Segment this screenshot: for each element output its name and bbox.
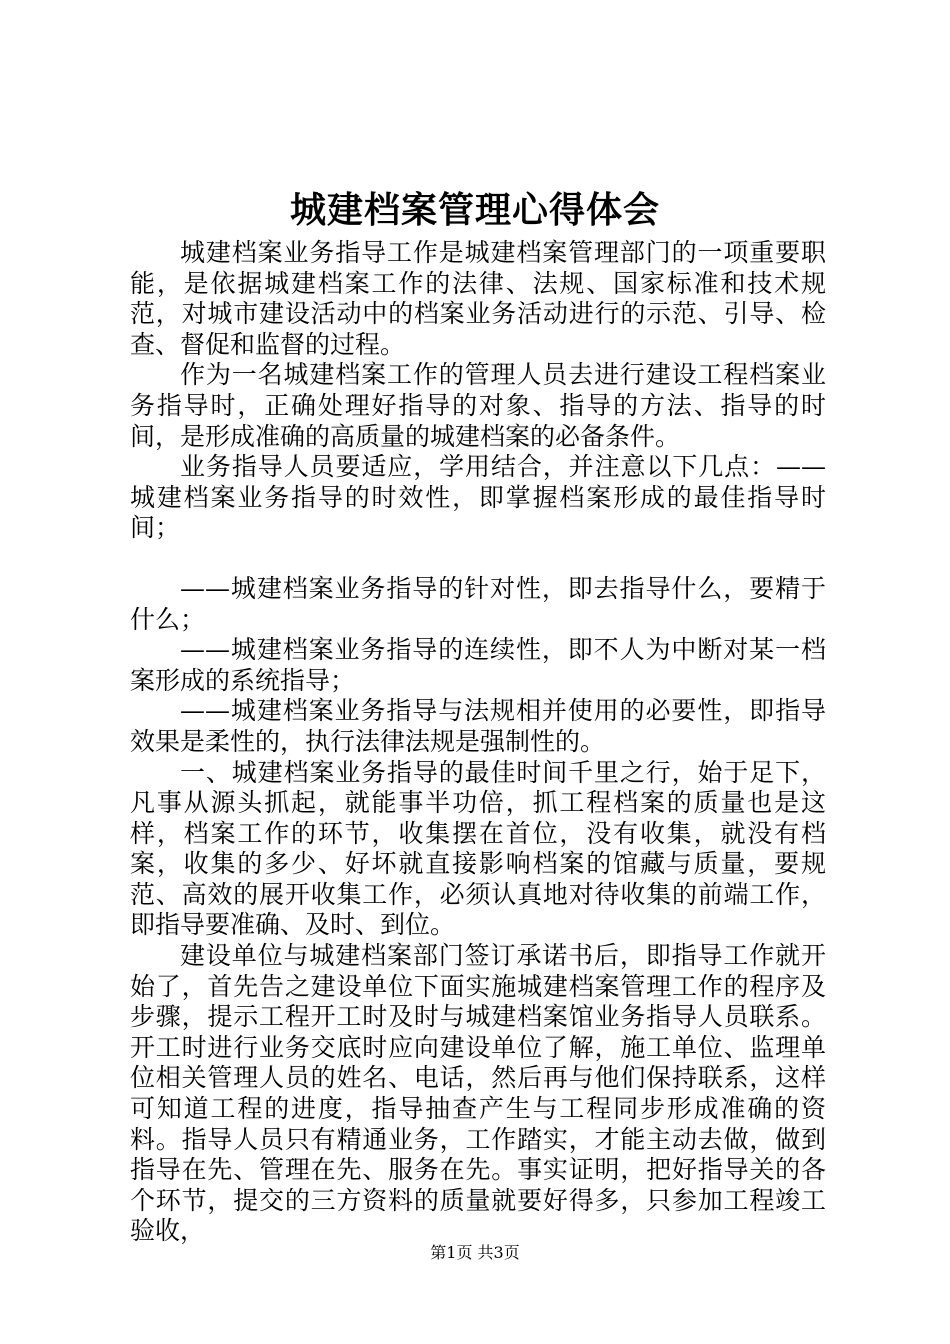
paragraph-role: 作为一名城建档案工作的管理人员去进行建设工程档案业务指导时，正确处理好指导的对象、指导的方法、指导的时间，是形成准确的高质量的城建档案的必备条件。 [130, 360, 826, 451]
paragraph-spacer [130, 544, 826, 574]
paragraph-point-regulation: ——城建档案业务指导与法规相并使用的必要性，即指导效果是柔性的，执行法律法规是强制性的。 [130, 696, 826, 756]
paragraph-intro: 城建档案业务指导工作是城建档案管理部门的一项重要职能，是依据城建档案工作的法律、法规、国家标准和技术规范，对城市建设活动中的档案业务活动进行的示范、引导、检查、督促和监督的过程。 [130, 238, 826, 359]
page-title: 城建档案管理心得体会 [289, 189, 660, 231]
paragraph-guidance-process: 建设单位与城建档案部门签订承诺书后，即指导工作就开始了，首先告之建设单位下面实施城建档案管理工作的程序及步骤，提示工程开工时及时与城建档案馆业务指导人员联系。开工时进行业务交底时应向建设单位了解，施工单位、监理单位相关管理人员的姓名、电话，然后再与他们保持联系，这样可知道工程的进度，指导抽查产生与工程同步形成准确的资料。指导人员只有精通业务，工作踏实，才能主动去做，做到指导在先、管理在先、服务在先。事实证明，把好指导关的各个环节，提交的三方资料的质量就要好得多，只参加工程竣工验收， [130, 941, 826, 1246]
paragraph-points-intro: 业务指导人员要适应，学用结合，并注意以下几点：——城建档案业务指导的时效性，即掌握档案形成的最佳指导时间； [130, 452, 826, 543]
paragraph-point-continuity: ——城建档案业务指导的连续性，即不人为中断对某一档案形成的系统指导； [130, 635, 826, 695]
page-number-footer: 第1页 共3页 [430, 1243, 520, 1262]
document-body [130, 238, 826, 1247]
paragraph-section-one: 一、城建档案业务指导的最佳时间千里之行，始于足下，凡事从源头抓起，就能事半功倍，抓工程档案的质量也是这样，档案工作的环节，收集摆在首位，没有收集，就没有档案，收集的多少、好坏就直接影响档案的馆藏与质量，要规范、高效的展开收集工作，必须认真地对待收集的前端工作，即指导要准确、及时、到位。 [130, 757, 826, 940]
paragraph-point-targeting: ——城建档案业务指导的针对性，即去指导什么，要精于什么； [130, 573, 826, 634]
